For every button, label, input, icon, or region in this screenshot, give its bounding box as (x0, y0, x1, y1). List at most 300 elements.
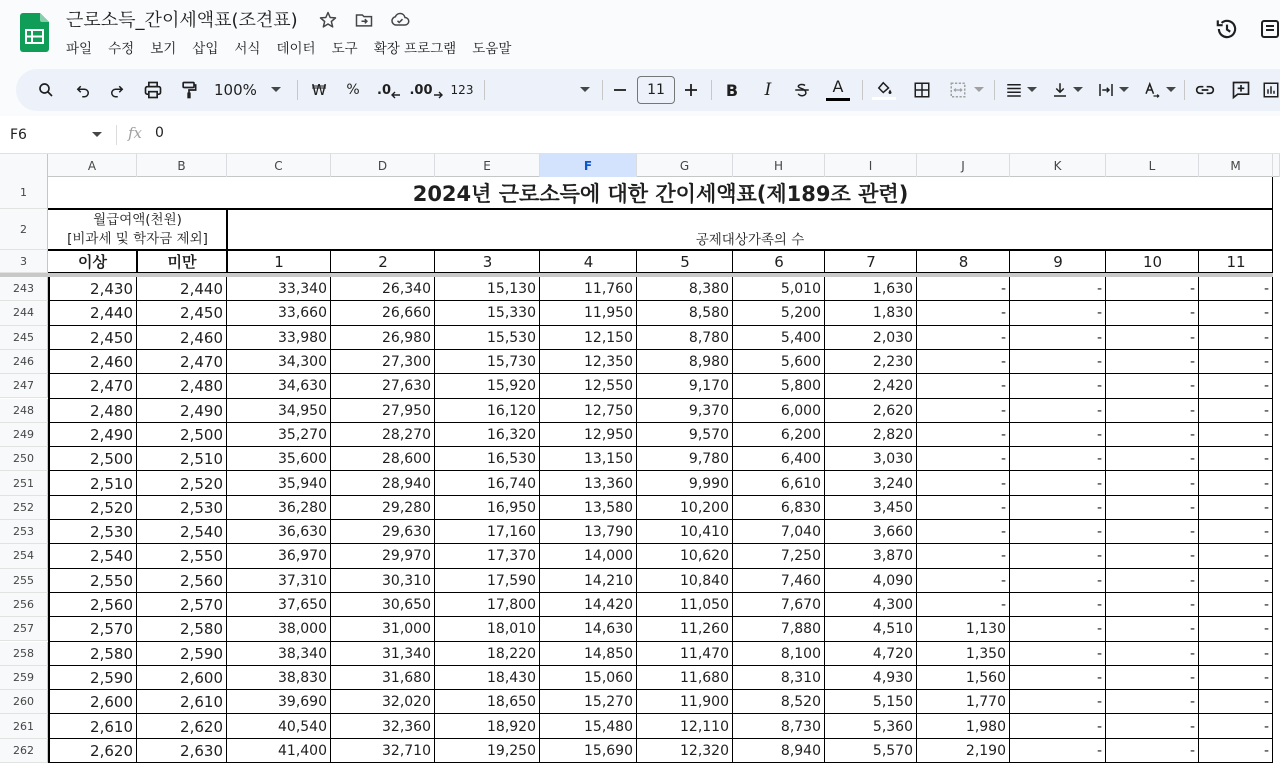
table-cell[interactable]: - (1189, 742, 1195, 759)
cloud-saved-icon[interactable] (388, 8, 412, 32)
table-cell[interactable]: - (1189, 621, 1195, 638)
table-cell[interactable]: 38,000 (278, 621, 327, 638)
table-cell[interactable]: - (1096, 718, 1102, 735)
column-header-b[interactable]: B (137, 154, 227, 177)
italic-button[interactable]: I (764, 80, 772, 100)
table-cell[interactable]: 18,430 (487, 669, 536, 686)
horizontal-align-icon[interactable] (1002, 76, 1040, 104)
spreadsheet-grid[interactable] (0, 154, 1280, 763)
table-cell[interactable]: 26,980 (382, 329, 431, 346)
table-cell[interactable]: - (1096, 402, 1102, 419)
table-cell[interactable]: 2,550 (180, 547, 223, 566)
table-cell[interactable]: 8,580 (688, 305, 729, 322)
table-cell[interactable]: 2,500 (90, 450, 133, 469)
menu-data[interactable]: 데이터 (276, 41, 316, 57)
insert-chart-icon[interactable] (1262, 76, 1280, 104)
menu-extensions[interactable]: 확장 프로그램 (373, 41, 457, 57)
table-cell[interactable]: 12,750 (584, 402, 633, 419)
table-cell[interactable]: 16,740 (487, 475, 536, 492)
table-cell[interactable]: 14,850 (584, 645, 633, 662)
table-cell[interactable]: 2,820 (872, 426, 913, 443)
table-cell[interactable]: 2,230 (872, 354, 913, 371)
insert-link-icon[interactable] (1192, 76, 1218, 104)
table-cell[interactable]: - (1189, 354, 1195, 371)
table-cell[interactable]: 2,440 (180, 280, 223, 299)
table-cell[interactable]: 26,340 (382, 281, 431, 298)
table-cell[interactable]: - (1189, 402, 1195, 419)
row-header-253[interactable]: 253 (0, 520, 48, 544)
table-cell[interactable]: 10,620 (680, 548, 729, 565)
table-cell[interactable]: 29,970 (382, 548, 431, 565)
table-cell[interactable]: 8,780 (688, 329, 729, 346)
table-cell[interactable]: 15,330 (487, 305, 536, 322)
table-cell[interactable]: 11,260 (680, 621, 729, 638)
more-formats-button[interactable]: 123 (450, 83, 474, 97)
table-cell[interactable]: 17,370 (487, 548, 536, 565)
table-cell[interactable]: 37,650 (278, 597, 327, 614)
table-cell[interactable]: - (1263, 572, 1269, 589)
column-header-j[interactable]: J (917, 154, 1010, 177)
increase-font-size-icon[interactable] (681, 76, 701, 104)
table-cell[interactable]: 6,200 (780, 426, 821, 443)
table-cell[interactable]: 2,190 (965, 742, 1006, 759)
table-cell[interactable]: 2,470 (180, 353, 223, 372)
comments-icon[interactable] (1256, 15, 1280, 43)
column-header-m[interactable]: M (1199, 154, 1273, 177)
table-cell[interactable]: - (1000, 281, 1006, 298)
table-cell[interactable]: - (1189, 378, 1195, 395)
table-cell[interactable]: 28,270 (382, 426, 431, 443)
table-cell[interactable]: - (1096, 451, 1102, 468)
table-cell[interactable]: 4,930 (872, 669, 913, 686)
table-cell[interactable]: 36,630 (278, 524, 327, 541)
table-cell[interactable]: 12,320 (680, 742, 729, 759)
table-cell[interactable]: 2,520 (180, 474, 223, 493)
menu-insert[interactable]: 삽입 (192, 41, 219, 57)
table-cell[interactable]: - (1189, 305, 1195, 322)
table-cell[interactable]: 9,370 (688, 402, 729, 419)
menu-tools[interactable]: 도구 (331, 41, 358, 57)
table-cell[interactable]: 37,310 (278, 572, 327, 589)
currency-format-button[interactable]: ₩ (311, 81, 327, 99)
table-cell[interactable]: 2,560 (90, 596, 133, 615)
table-cell[interactable]: 34,950 (278, 402, 327, 419)
table-cell[interactable]: 1,130 (965, 621, 1006, 638)
table-cell[interactable]: - (1189, 499, 1195, 516)
table-cell[interactable]: 11,050 (680, 597, 729, 614)
row-header-256[interactable]: 256 (0, 593, 48, 617)
table-cell[interactable]: 7,040 (780, 524, 821, 541)
table-cell[interactable]: 18,650 (487, 694, 536, 711)
table-cell[interactable]: - (1263, 402, 1269, 419)
table-cell[interactable]: 2,500 (180, 425, 223, 444)
header-family-8[interactable]: 8 (958, 252, 969, 271)
row-header-247[interactable]: 247 (0, 374, 48, 398)
table-cell[interactable]: - (1263, 378, 1269, 395)
table-cell[interactable]: 11,900 (680, 694, 729, 711)
row-header-257[interactable]: 257 (0, 617, 48, 641)
table-cell[interactable]: - (1000, 354, 1006, 371)
header-family-7[interactable]: 7 (866, 252, 876, 271)
row-header-243[interactable]: 243 (0, 277, 48, 301)
table-cell[interactable]: 3,660 (872, 524, 913, 541)
text-wrapping-icon[interactable] (1094, 76, 1132, 104)
row-header-246[interactable]: 246 (0, 350, 48, 374)
table-cell[interactable]: 13,580 (584, 499, 633, 516)
percent-format-button[interactable]: % (346, 82, 360, 98)
vertical-align-icon[interactable] (1048, 76, 1086, 104)
row-header-255[interactable]: 255 (0, 569, 48, 593)
formula-input[interactable] (155, 125, 955, 141)
column-header-h[interactable]: H (733, 154, 825, 177)
table-cell[interactable]: - (1189, 548, 1195, 565)
menu-help[interactable]: 도움말 (472, 41, 512, 57)
table-cell[interactable]: 16,320 (487, 426, 536, 443)
table-cell[interactable]: 4,720 (872, 645, 913, 662)
table-cell[interactable]: 17,590 (487, 572, 536, 589)
table-cell[interactable]: 35,940 (278, 475, 327, 492)
header-family-10[interactable]: 10 (1142, 252, 1163, 271)
table-cell[interactable]: - (1000, 451, 1006, 468)
table-cell[interactable]: 2,490 (90, 425, 133, 444)
table-cell[interactable]: 33,340 (278, 281, 327, 298)
row-header-260[interactable]: 260 (0, 690, 48, 714)
table-cell[interactable]: 27,950 (382, 402, 431, 419)
menu-view[interactable]: 보기 (150, 41, 177, 57)
table-cell[interactable]: 36,280 (278, 499, 327, 516)
table-cell[interactable]: 12,350 (584, 354, 633, 371)
table-cell[interactable]: 2,510 (180, 450, 223, 469)
table-cell[interactable]: 1,980 (965, 718, 1006, 735)
table-cell[interactable]: 31,340 (382, 645, 431, 662)
table-cell[interactable]: 15,530 (487, 329, 536, 346)
table-cell[interactable]: 16,950 (487, 499, 536, 516)
column-header-a[interactable]: A (48, 154, 137, 177)
table-cell[interactable]: 8,730 (780, 718, 821, 735)
table-cell[interactable]: 15,920 (487, 378, 536, 395)
table-cell[interactable]: - (1000, 378, 1006, 395)
table-cell[interactable]: 9,990 (688, 475, 729, 492)
table-cell[interactable]: - (1263, 548, 1269, 565)
table-cell[interactable]: - (1096, 329, 1102, 346)
row-header-258[interactable]: 258 (0, 642, 48, 666)
table-cell[interactable]: 33,980 (278, 329, 327, 346)
table-cell[interactable]: 13,360 (584, 475, 633, 492)
table-cell[interactable]: 6,830 (780, 499, 821, 516)
table-cell[interactable]: 12,110 (680, 718, 729, 735)
select-all-corner[interactable] (0, 154, 48, 177)
table-cell[interactable]: - (1263, 645, 1269, 662)
column-header-f[interactable]: F (540, 154, 637, 177)
version-history-icon[interactable] (1213, 15, 1241, 43)
row-header-248[interactable]: 248 (0, 399, 48, 423)
table-cell[interactable]: 15,690 (584, 742, 633, 759)
column-header-l[interactable]: L (1106, 154, 1199, 177)
table-cell[interactable]: - (1189, 597, 1195, 614)
table-cell[interactable]: 12,950 (584, 426, 633, 443)
column-header-g[interactable]: G (637, 154, 733, 177)
table-cell[interactable]: 15,130 (487, 281, 536, 298)
table-cell[interactable]: 15,270 (584, 694, 633, 711)
table-cell[interactable]: - (1000, 597, 1006, 614)
table-cell[interactable]: 2,430 (90, 280, 133, 299)
header-salary-range[interactable] (48, 209, 227, 250)
table-cell[interactable]: 2,520 (90, 498, 133, 517)
table-cell[interactable]: 2,610 (180, 693, 223, 712)
table-cell[interactable]: - (1096, 645, 1102, 662)
row-header-244[interactable]: 244 (0, 301, 48, 325)
table-cell[interactable]: - (1189, 426, 1195, 443)
row-header-249[interactable]: 249 (0, 423, 48, 447)
column-header-i[interactable]: I (825, 154, 917, 177)
table-cell[interactable]: - (1263, 597, 1269, 614)
table-cell[interactable]: 4,090 (872, 572, 913, 589)
table-cell[interactable]: 10,410 (680, 524, 729, 541)
table-cell[interactable]: 5,200 (780, 305, 821, 322)
table-cell[interactable]: 15,060 (584, 669, 633, 686)
table-cell[interactable]: 5,570 (872, 742, 913, 759)
paint-format-icon[interactable] (176, 76, 202, 104)
table-cell[interactable]: 5,150 (872, 694, 913, 711)
table-cell[interactable]: 2,480 (90, 401, 133, 420)
table-cell[interactable]: 10,200 (680, 499, 729, 516)
row-header-245[interactable]: 245 (0, 326, 48, 350)
table-cell[interactable]: - (1000, 475, 1006, 492)
table-cell[interactable]: 2,540 (180, 523, 223, 542)
table-cell[interactable]: - (1096, 742, 1102, 759)
table-cell[interactable]: 1,560 (965, 669, 1006, 686)
table-cell[interactable]: 1,770 (965, 694, 1006, 711)
header-family-11[interactable]: 11 (1226, 252, 1246, 271)
undo-icon[interactable] (70, 76, 96, 104)
column-header-k[interactable]: K (1010, 154, 1106, 177)
table-cell[interactable]: 2,560 (180, 571, 223, 590)
table-cell[interactable]: 7,460 (780, 572, 821, 589)
table-cell[interactable]: - (1000, 305, 1006, 322)
table-cell[interactable]: 30,310 (382, 572, 431, 589)
table-cell[interactable]: - (1263, 669, 1269, 686)
table-cell[interactable]: 8,310 (780, 669, 821, 686)
table-cell[interactable]: 31,000 (382, 621, 431, 638)
search-menus-icon[interactable] (34, 76, 58, 104)
table-cell[interactable]: 1,830 (872, 305, 913, 322)
table-cell[interactable]: 6,000 (780, 402, 821, 419)
table-cell[interactable]: 14,420 (584, 597, 633, 614)
table-cell[interactable]: - (1189, 451, 1195, 468)
insert-comment-icon[interactable] (1228, 76, 1254, 104)
table-cell[interactable]: 1,350 (965, 645, 1006, 662)
row-header-259[interactable]: 259 (0, 666, 48, 690)
table-cell[interactable]: 2,440 (90, 304, 133, 323)
table-cell[interactable]: - (1189, 329, 1195, 346)
table-cell[interactable]: 2,620 (872, 402, 913, 419)
table-cell[interactable]: 2,450 (90, 328, 133, 347)
row-header-252[interactable]: 252 (0, 496, 48, 520)
table-cell[interactable]: - (1000, 329, 1006, 346)
table-cell[interactable]: - (1096, 669, 1102, 686)
table-cell[interactable]: - (1096, 548, 1102, 565)
table-cell[interactable]: - (1263, 499, 1269, 516)
table-cell[interactable]: 29,630 (382, 524, 431, 541)
table-cell[interactable]: - (1263, 742, 1269, 759)
table-cell[interactable]: 2,530 (90, 523, 133, 542)
table-cell[interactable]: - (1263, 305, 1269, 322)
table-cell[interactable]: 2,620 (90, 741, 133, 760)
header-max[interactable]: 미만 (167, 253, 197, 271)
decrease-decimal-button[interactable] (374, 76, 404, 104)
table-cell[interactable]: 2,570 (90, 620, 133, 639)
header-family-6[interactable]: 6 (774, 252, 784, 271)
table-cell[interactable]: 33,660 (278, 305, 327, 322)
table-cell[interactable]: 26,660 (382, 305, 431, 322)
table-cell[interactable]: 38,830 (278, 669, 327, 686)
table-cell[interactable]: - (1096, 475, 1102, 492)
table-cell[interactable]: 11,680 (680, 669, 729, 686)
table-cell[interactable]: 10,840 (680, 572, 729, 589)
table-cell[interactable]: 9,570 (688, 426, 729, 443)
table-cell[interactable]: 2,030 (872, 329, 913, 346)
increase-decimal-button[interactable] (409, 76, 443, 104)
table-cell[interactable]: 28,600 (382, 451, 431, 468)
table-cell[interactable]: 4,510 (872, 621, 913, 638)
table-cell[interactable]: - (1000, 499, 1006, 516)
table-cell[interactable]: 14,210 (584, 572, 633, 589)
table-cell[interactable]: - (1189, 475, 1195, 492)
table-cell[interactable]: 12,550 (584, 378, 633, 395)
header-family-5[interactable]: 5 (680, 252, 690, 271)
table-cell[interactable]: 29,280 (382, 499, 431, 516)
table-cell[interactable]: 5,800 (780, 378, 821, 395)
table-cell[interactable]: 5,360 (872, 718, 913, 735)
table-cell[interactable]: - (1189, 645, 1195, 662)
table-cell[interactable]: 35,600 (278, 451, 327, 468)
table-cell[interactable]: 2,480 (180, 377, 223, 396)
name-box-dropdown-icon[interactable] (92, 132, 102, 138)
table-cell[interactable]: 3,030 (872, 451, 913, 468)
table-cell[interactable]: 5,010 (780, 281, 821, 298)
table-cell[interactable]: 18,010 (487, 621, 536, 638)
table-cell[interactable]: - (1096, 499, 1102, 516)
table-cell[interactable]: - (1000, 524, 1006, 541)
table-cell[interactable]: 2,590 (180, 644, 223, 663)
table-cell[interactable]: - (1189, 718, 1195, 735)
print-icon[interactable] (140, 76, 166, 104)
font-family-select[interactable] (494, 76, 590, 104)
table-cell[interactable]: 31,680 (382, 669, 431, 686)
column-header-e[interactable]: E (435, 154, 540, 177)
row-header-3[interactable]: 3 (0, 250, 48, 273)
row-header-262[interactable]: 262 (0, 739, 48, 763)
table-cell[interactable]: - (1000, 572, 1006, 589)
table-cell[interactable]: - (1096, 426, 1102, 443)
table-cell[interactable]: - (1189, 572, 1195, 589)
table-cell[interactable]: - (1096, 378, 1102, 395)
table-cell[interactable]: 18,920 (487, 718, 536, 735)
table-cell[interactable]: 2,630 (180, 741, 223, 760)
table-cell[interactable]: 2,580 (90, 644, 133, 663)
table-cell[interactable]: - (1096, 524, 1102, 541)
table-cell[interactable]: 2,580 (180, 620, 223, 639)
table-cell[interactable]: 9,780 (688, 451, 729, 468)
table-cell[interactable]: - (1189, 281, 1195, 298)
table-cell[interactable]: - (1263, 621, 1269, 638)
table-cell[interactable]: 8,940 (780, 742, 821, 759)
row-header-254[interactable]: 254 (0, 544, 48, 568)
move-to-folder-icon[interactable] (352, 8, 376, 32)
menu-format[interactable]: 서식 (234, 41, 261, 57)
header-family-4[interactable]: 4 (583, 252, 594, 271)
table-cell[interactable]: 8,980 (688, 354, 729, 371)
row-header-251[interactable]: 251 (0, 471, 48, 495)
table-cell[interactable]: 2,540 (90, 547, 133, 566)
table-cell[interactable]: 3,870 (872, 548, 913, 565)
row-header-2[interactable]: 2 (0, 209, 48, 250)
table-cell[interactable]: 2,620 (180, 717, 223, 736)
font-size-input[interactable]: 11 (637, 76, 675, 104)
table-cell[interactable]: 2,490 (180, 401, 223, 420)
table-cell[interactable]: - (1096, 572, 1102, 589)
table-cell[interactable]: 17,160 (487, 524, 536, 541)
table-cell[interactable]: 8,520 (780, 694, 821, 711)
table-cell[interactable]: 38,340 (278, 645, 327, 662)
table-cell[interactable]: 1,630 (872, 281, 913, 298)
table-cell[interactable]: 11,470 (680, 645, 729, 662)
table-cell[interactable]: 11,950 (584, 305, 633, 322)
table-cell[interactable]: 6,400 (780, 451, 821, 468)
table-cell[interactable]: 2,460 (90, 353, 133, 372)
bold-button[interactable]: B (725, 80, 739, 100)
table-cell[interactable]: 15,480 (584, 718, 633, 735)
table-cell[interactable]: 16,120 (487, 402, 536, 419)
merge-cells-icon[interactable] (944, 76, 988, 104)
table-cell[interactable]: - (1000, 402, 1006, 419)
table-cell[interactable]: - (1096, 694, 1102, 711)
table-cell[interactable]: 27,300 (382, 354, 431, 371)
table-cell[interactable]: 2,470 (90, 377, 133, 396)
menu-edit[interactable]: 수정 (108, 41, 135, 57)
table-cell[interactable]: 32,360 (382, 718, 431, 735)
table-cell[interactable]: 15,730 (487, 354, 536, 371)
decrease-font-size-icon[interactable] (610, 76, 630, 104)
sheets-logo-icon[interactable] (20, 13, 49, 52)
table-cell[interactable]: 2,420 (872, 378, 913, 395)
table-cell[interactable]: 11,760 (584, 281, 633, 298)
row-header-1[interactable]: 1 (0, 177, 48, 209)
table-cell[interactable]: 32,020 (382, 694, 431, 711)
table-cell[interactable]: 32,710 (382, 742, 431, 759)
star-icon[interactable] (316, 8, 340, 32)
table-cell[interactable]: 13,790 (584, 524, 633, 541)
header-min[interactable]: 이상 (78, 253, 107, 271)
table-cell[interactable]: - (1096, 597, 1102, 614)
table-cell[interactable]: 17,800 (487, 597, 536, 614)
table-cell[interactable]: 4,300 (872, 597, 913, 614)
table-cell[interactable]: 19,250 (487, 742, 536, 759)
header-family-1[interactable]: 1 (274, 252, 284, 271)
table-cell[interactable]: 18,220 (487, 645, 536, 662)
table-cell[interactable]: 2,600 (180, 668, 223, 687)
table-cell[interactable]: - (1263, 354, 1269, 371)
table-cell[interactable]: 8,380 (688, 281, 729, 298)
table-cell[interactable]: 8,100 (780, 645, 821, 662)
table-cell[interactable]: - (1263, 524, 1269, 541)
table-cell[interactable]: 2,510 (90, 474, 133, 493)
table-cell[interactable]: 2,610 (90, 717, 133, 736)
header-family-9[interactable]: 9 (1053, 252, 1063, 271)
text-rotation-icon[interactable] (1140, 76, 1178, 104)
table-cell[interactable]: 35,270 (278, 426, 327, 443)
borders-icon[interactable] (910, 76, 934, 104)
